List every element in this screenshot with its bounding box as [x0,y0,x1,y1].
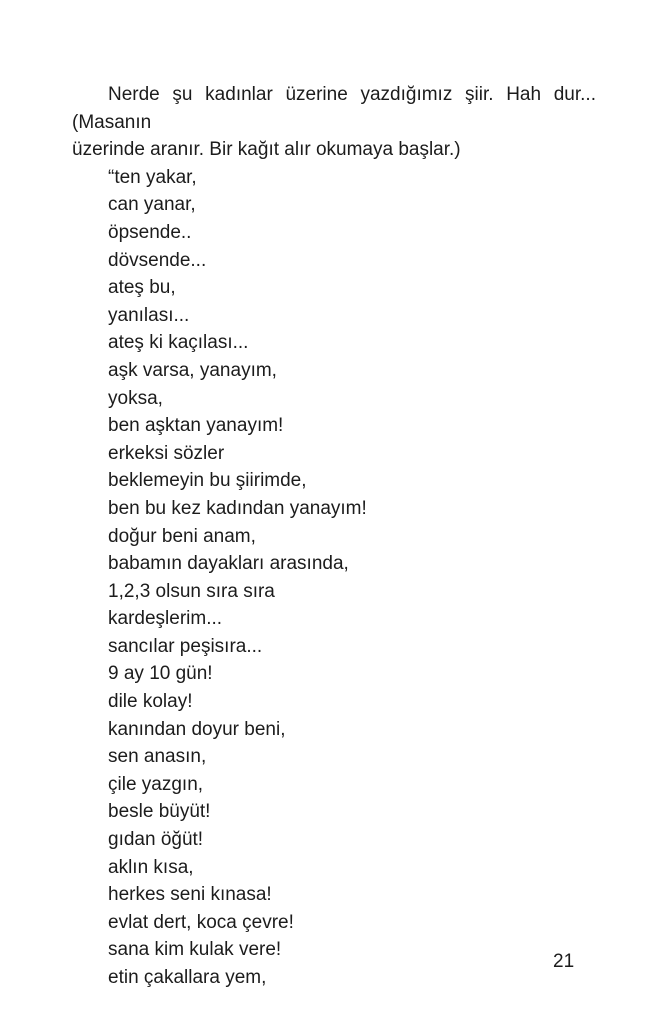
poem-line: ateş ki kaçılası... [108,332,249,354]
poem-line: herkes seni kınasa! [108,884,272,906]
poem-line: ben aşktan yanayım! [108,415,284,437]
poem-line: gıdan öğüt! [108,829,204,851]
poem-line: erkeksi sözler [108,442,225,464]
poem-line: beklemeyin bu şiirimde, [108,470,307,492]
poem-line: sancılar peşisıra... [108,635,263,657]
poem-line: 9 ay 10 gün! [108,663,213,685]
poem-line: “ten yakar, [108,166,197,188]
poem-line: kardeşlerim... [108,608,223,630]
poem-line: evlat dert, koca çevre! [108,911,294,933]
poem-line: doğur beni anam, [108,525,256,547]
poem-line: ateş bu, [108,277,176,299]
poem-line: dile kolay! [108,691,193,713]
poem-line: aklın kısa, [108,856,194,878]
poem-line: yoksa, [108,387,163,409]
poem-line: 1,2,3 olsun sıra sıra [108,580,275,602]
poem-line: besle büyüt! [108,801,211,823]
poem [72,164,596,992]
stage-direction-paragraph [72,81,596,164]
poem-line: can yanar, [108,194,196,216]
page-content [72,81,596,992]
paragraph-line: Nerde şu kadınlar üzerine yazdığımız şiir. Hah dur...(Masanın [72,84,596,133]
poem-line: çile yazgın, [108,773,204,795]
poem-line: babamın dayakları arasında, [108,553,349,575]
page-number: 21 [553,951,575,972]
poem-line: aşk varsa, yanayım, [108,359,277,381]
poem-line: ben bu kez kadından yanayım! [108,497,367,519]
poem-line: kanından doyur beni, [108,718,286,740]
poem-line: sana kim kulak vere! [108,939,282,961]
poem-line: etin çakallara yem, [108,967,267,988]
paragraph-line: üzerinde aranır. Bir kağıt alır okumaya başlar.) [72,139,461,161]
poem-line: dövsende... [108,249,207,271]
poem-line: yanılası... [108,304,190,326]
poem-line: öpsende.. [108,221,192,243]
poem-line: sen anasın, [108,746,207,768]
